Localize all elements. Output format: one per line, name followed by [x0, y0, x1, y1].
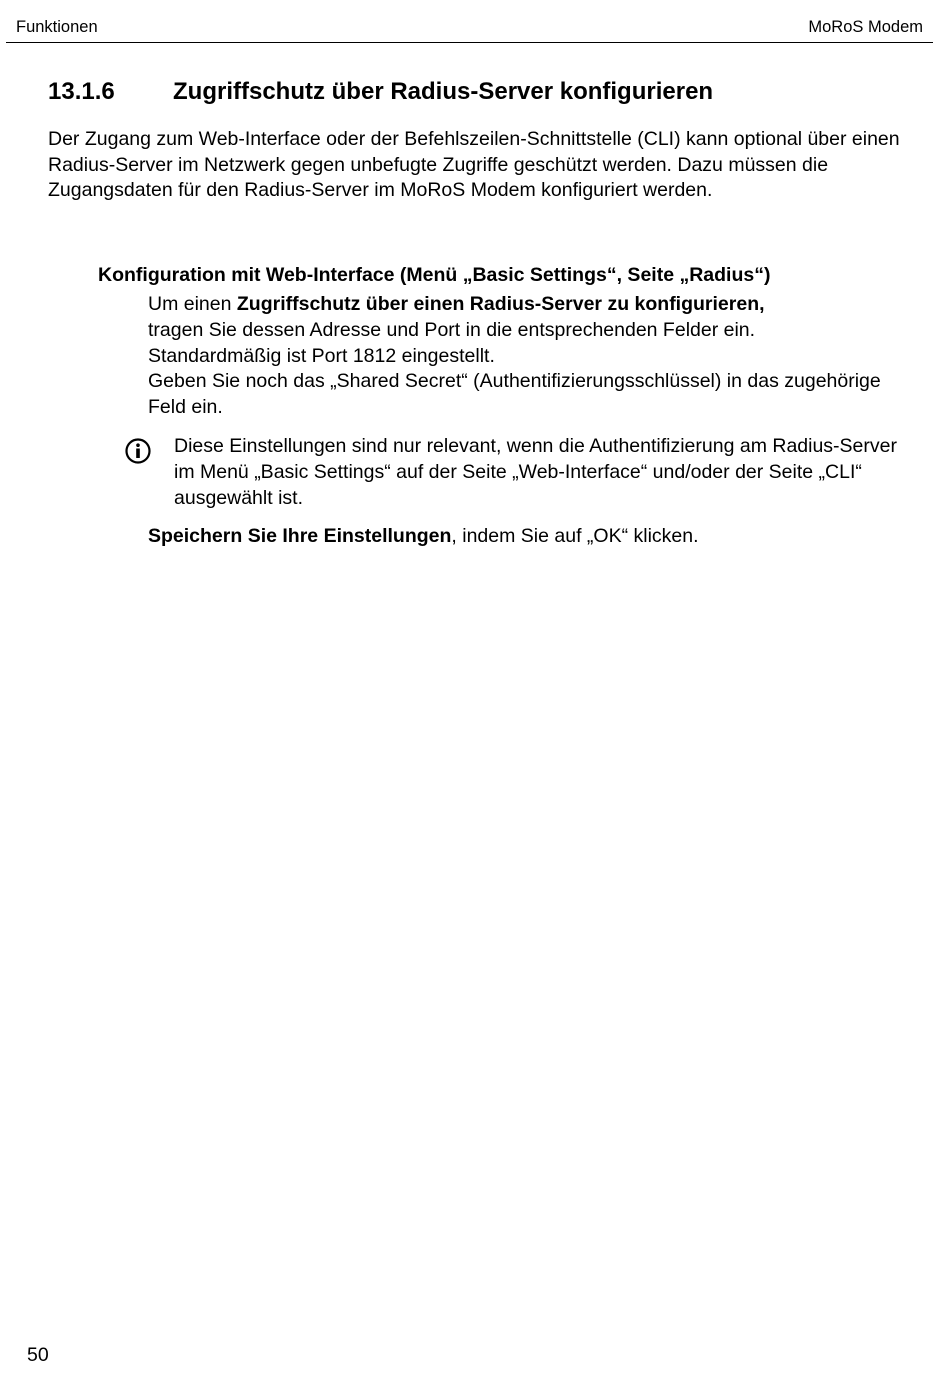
header-chapter: Funktionen: [16, 18, 98, 36]
step1-rest: tragen Sie dessen Adresse und Port in die entsprechenden Felder ein.: [148, 318, 756, 341]
config-instructions: [148, 292, 918, 421]
page-number: 50: [27, 1344, 49, 1366]
note-text: Diese Einstellungen sind nur relevant, wenn die Authentifizierung am Radius-Server im Menü „Basic Settings“ auf der Seite „Web-Interface“ und/oder der Seite „CLI“ ausgewählt ist.: [174, 435, 897, 509]
save-rest: , indem Sie auf „OK“ klicken.: [451, 525, 699, 547]
intro-paragraph: Der Zugang zum Web-Interface oder der Befehlszeilen-Schnittstelle (CLI) kann optional über einen Radius-Server im Netzwerk gegen unbefugte Zugriffe geschützt werden. Dazu müssen die Zugangsdaten für den Radius-Server im MoRoS Modem konfiguriert werden.: [48, 128, 900, 201]
running-header: [6, 14, 933, 43]
section-heading: [48, 76, 713, 108]
save-instruction: [148, 522, 699, 550]
step1-default-port: Standardmäßig ist Port 1812 eingestellt.: [148, 344, 495, 367]
info-icon: [124, 437, 154, 467]
config-heading: Konfiguration mit Web-Interface (Menü „Basic Settings“, Seite „Radius“): [98, 264, 771, 286]
section-number: 13.1.6: [48, 78, 115, 105]
header-product: MoRoS Modem: [808, 18, 923, 36]
step1-prefix: Um einen: [148, 293, 237, 315]
step1-strong: Zugriffschutz über einen Radius-Server zu konfigurieren,: [236, 293, 765, 315]
section-title: Zugriffschutz über Radius-Server konfigurieren: [173, 78, 714, 105]
step1-first-line: [148, 292, 918, 318]
step2-shared-secret: Geben Sie noch das „Shared Secret“ (Authentifizierungsschlüssel) in das zugehörige Feld ein.: [148, 370, 881, 419]
save-strong: Speichern Sie Ihre Einstellungen: [148, 525, 452, 547]
